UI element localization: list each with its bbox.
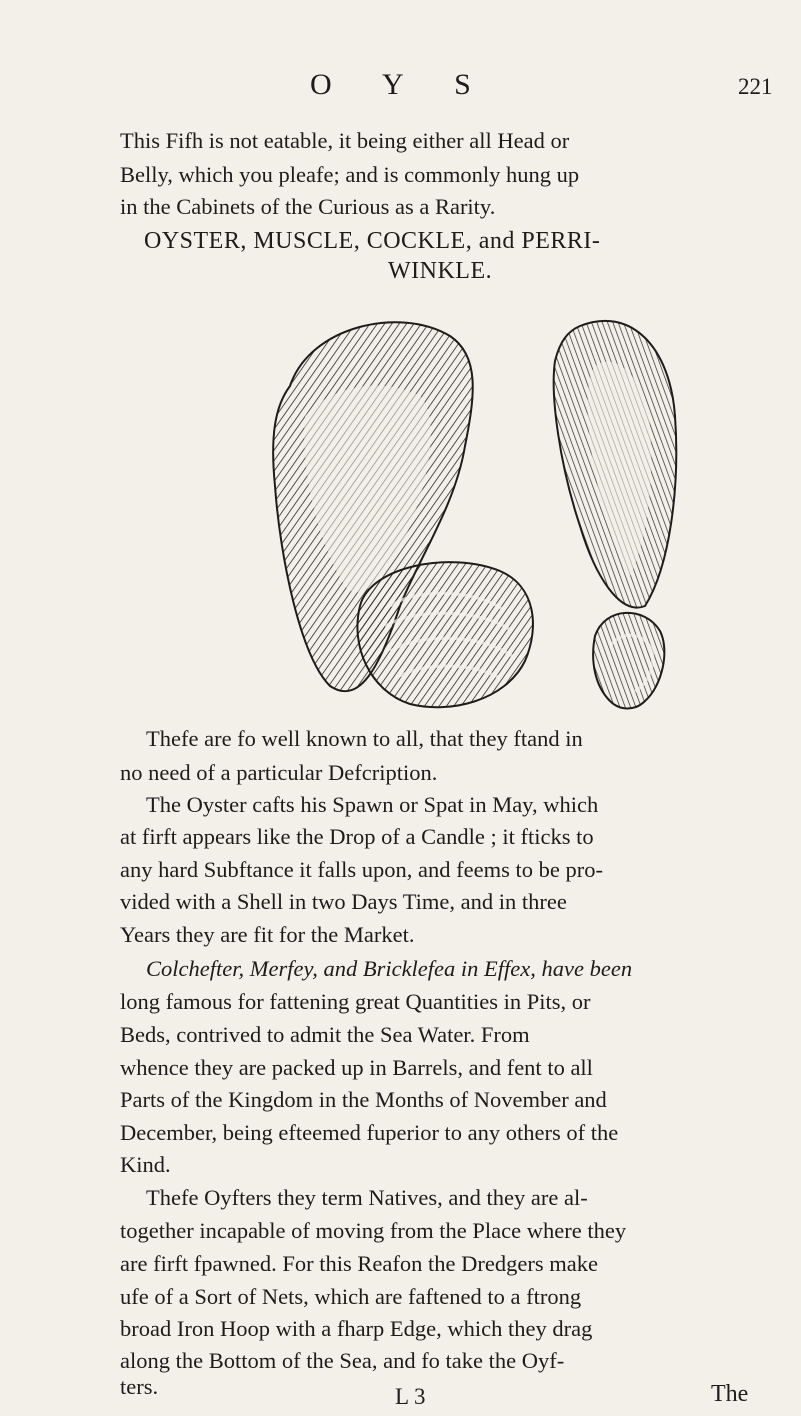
text-line: at firft appears like the Drop of a Candle ; it fticks to (120, 824, 594, 849)
text-line: ufe of a Sort of Nets, which are faftened to a ftrong (120, 1284, 582, 1309)
text-line: This Fifh is not eatable, it being either all Head or (120, 128, 570, 153)
text-line: Years they are fit for the Market. (120, 922, 415, 947)
text-line: Thefe Oyfters they term Natives, and they are al- (146, 1185, 588, 1210)
text-line: broad Iron Hoop with a fharp Edge, which they drag (120, 1316, 593, 1341)
text-line: are firft fpawned. For this Reafon the Dredgers make (120, 1251, 598, 1276)
section-heading-line: WINKLE. (388, 258, 493, 284)
text-line: ters. (120, 1374, 159, 1399)
catchword: The (711, 1381, 749, 1407)
running-head (0, 68, 801, 108)
text-line: together incapable of moving from the Place where they (120, 1218, 627, 1243)
text-line: any hard Subftance it falls upon, and feems to be pro- (120, 857, 603, 882)
text-line: Parts of the Kingdom in the Months of November and (120, 1087, 607, 1112)
text-line: along the Bottom of the Sea, and fo take the Oyf- (120, 1348, 565, 1373)
engraving-svg (250, 306, 680, 714)
cockle-shell-illustration (357, 562, 533, 707)
text-line: Thefe are fo well known to all, that they ftand in (146, 726, 583, 751)
text-line: Beds, contrived to admit the Sea Water. From (120, 1022, 530, 1047)
page-number: 221 (738, 74, 773, 99)
text-line: The Oyster cafts his Spawn or Spat in May, which (146, 792, 599, 817)
text-line: whence they are packed up in Barrels, and fent to all (120, 1055, 593, 1080)
text-line: Colchefter, Merfey, and Bricklefea in Effex, have been (146, 956, 633, 981)
text-line: no need of a particular Defcription. (120, 760, 438, 785)
text-line: vided with a Shell in two Days Time, and in three (120, 889, 567, 914)
text-line: in the Cabinets of the Curious as a Rarity. (120, 194, 496, 219)
text-line: Belly, which you pleafe; and is commonly hung up (120, 162, 580, 187)
text-line: Kind. (120, 1152, 171, 1177)
text-line: December, being efteemed fuperior to any others of the (120, 1120, 619, 1145)
shellfish-engraving (250, 306, 680, 714)
signature-mark: L 3 (395, 1384, 426, 1409)
running-title: O Y S (310, 68, 493, 101)
section-heading-line: OYSTER, MUSCLE, COCKLE, and PERRI- (144, 228, 601, 254)
text-line: long famous for fattening great Quantities in Pits, or (120, 989, 591, 1014)
